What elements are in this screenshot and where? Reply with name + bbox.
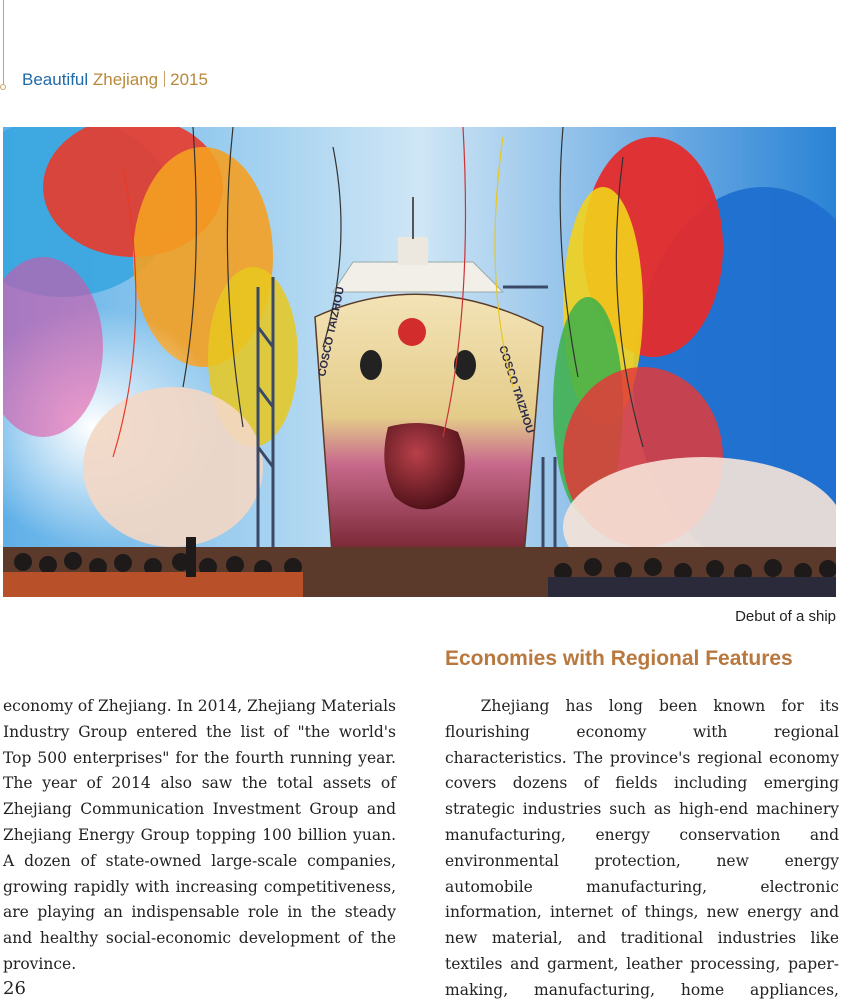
header-title-beautiful: Beautiful	[22, 70, 89, 89]
ship-name-right: COSCO TAIZHOU	[496, 344, 536, 435]
left-column-text: economy of Zhejiang. In 2014, Zhejiang Materials Industry Group entered the list of "the world's Top 500 enterprises" for the fourth running year. The year of 2014 also saw the total assets of Zhejiang Communication Investment Group and Zhejiang Energy Group topping 100 billion yuan. A dozen of state-owned large-scale companies, growing rapidly with increasing competitiveness, are playing an indispensable role in the steady and healthy social-economic development of the province.	[3, 697, 396, 973]
header-title-zhejiang: Zhejiang	[92, 70, 159, 89]
photo-caption: Debut of a ship	[735, 608, 836, 625]
running-header	[22, 69, 208, 91]
ship-name-left: COSCO TAIZHOU	[316, 285, 347, 378]
right-column-text: Zhejiang has long been known for its flourishing economy with regional characteristics. The province's regional economy covers dozens of fields including emerging strategic industries such as high-end machinery manufacturing, energy conservation and environmental protection, new energy automobile manufacturing, electronic information, internet of things, new energy and new material, and traditional industries like textiles and garment, leather processing, paper-making, manufacturing, home appliances,	[445, 697, 839, 999]
ship-launch-photo	[3, 127, 836, 597]
margin-rule-end	[0, 84, 6, 90]
section-title: Economies with Regional Features	[445, 647, 793, 670]
header-separator	[164, 71, 165, 87]
page-number: 26	[3, 978, 26, 999]
margin-rule	[3, 0, 4, 84]
header-year: 2015	[170, 70, 208, 89]
